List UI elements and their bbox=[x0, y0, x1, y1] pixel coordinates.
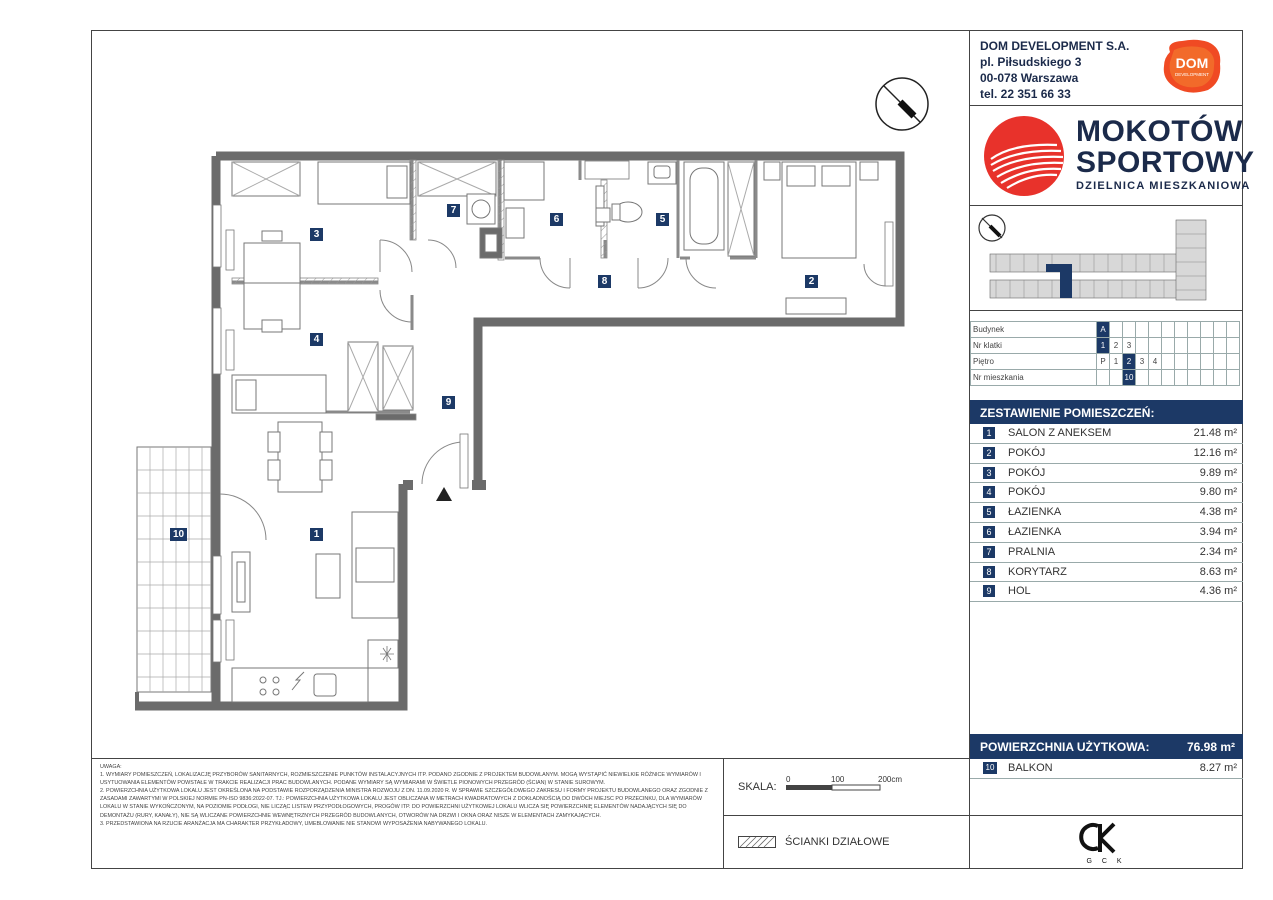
room-name: SALON Z ANEKSEM bbox=[1008, 427, 1112, 439]
scale-tick-200: 200cm bbox=[878, 775, 903, 784]
location-cell: P bbox=[1097, 354, 1110, 370]
location-cell bbox=[1201, 338, 1214, 354]
notes-item-3: 3. PRZEDSTAWIONA NA RZUCIE ARANŻACJA MA CHARAKTER PRZYKŁADOWY, UMEBLOWANIE NIE STANOWI WYPOSAŻENIA NABYWANEGO LOKALU. bbox=[100, 820, 487, 827]
room-num: 8 bbox=[983, 566, 995, 578]
scale-bar bbox=[786, 784, 882, 792]
location-cell bbox=[1227, 354, 1240, 370]
room-num: 7 bbox=[983, 546, 995, 558]
plan-label-5: 5 bbox=[656, 213, 669, 226]
location-cell: 1 bbox=[1097, 338, 1110, 354]
plan-label-7: 7 bbox=[447, 204, 460, 217]
key-plan bbox=[976, 212, 1238, 306]
location-row-label: Budynek bbox=[971, 322, 1097, 338]
notes-item-2: 2. POWIERZCHNIA UŻYTKOWA LOKALU JEST OKREŚLONA NA PODSTAWIE ROZPORZĄDZENIA MINISTRA ROZWOJU Z DN. 11.09.2020 R. W SPRAWIE SZCZEGÓŁOWEGO ZAKRESU I FORMY PROJEKTU BUDOWLANEGO ORAZ ZGODNIE Z ZASADAMI ZAWARTYMI W POLSKIEJ NORMIE PN-ISO 9836:2022-07. TJ.: POWIERZCHNIA UŻYTKOWA LOKALU JEST OBLICZANA W METRACH KWADRATOWYCH Z DOKŁADNOŚCIĄ DO DWÓCH MIEJSC PO PRZECINKU, DLA WYMIARÓW LOKALU W STANIE WYKOŃCZONYM, NA POZIOMIE PODŁOGI, NIE LICZĄC LISTEW PRZYPODŁOGOWYCH, PROGÓW ITP. DO POWIERZCHNI UŻYTKOWEJ LOKALU WLICZA SIĘ POWIERZCHNIĘ ELEMENTÓW NADAJĄCYCH SIĘ DO DEMONTAŻU (RURY, KANAŁY), NIE SĄ WLICZANE POWIERZCHNIE WEWNĘTRZNYCH PRZEGRÓD BUDOWLANYCH, OTWORÓW NA DRZWI I OKNA ORAZ NISZE W ELEMENTACH ZAMYKAJĄCYCH. bbox=[100, 788, 708, 819]
brand-line1: MOKOTÓW bbox=[1076, 115, 1243, 148]
balcony-area bbox=[137, 447, 211, 692]
notes-item-1: 1. WYMIARY POMIESZCZEŃ, LOKALIZACJĘ PRZYBORÓW SANITARNYCH, ROZMIESZCZENIE PUNKTÓW INSTALACYJNYCH ITP. PODANO ZGODNIE Z PROJEKTEM BUDOWLANYM. MOGĄ WYSTĄPIĆ NIEWIELKIE RÓŻNICE WYMIARÓW I USYTUOWANIA ELEMENTÓW POWSTAŁE W TRAKCIE REALIZACJI PRAC BUDOWLANYCH. PODANE WYMIARY SĄ WYMIARAMI W ŚWIETLE PIONOWYCH PRZEGRÓD (ŚCIAN) W STANIE SUROWYM. bbox=[100, 772, 701, 787]
location-cell bbox=[1175, 354, 1188, 370]
location-cell bbox=[1097, 370, 1110, 386]
room-row bbox=[970, 444, 1243, 464]
room-num: 9 bbox=[983, 585, 995, 597]
room-row bbox=[970, 503, 1243, 523]
location-cell bbox=[1136, 338, 1149, 354]
company-phone: tel. 22 351 66 33 bbox=[980, 87, 1071, 101]
notes-divider bbox=[723, 758, 724, 869]
room-num: 2 bbox=[983, 447, 995, 459]
room-num: 5 bbox=[983, 506, 995, 518]
location-cell bbox=[1201, 354, 1214, 370]
room-name: POKÓJ bbox=[1008, 466, 1046, 479]
gck-letters: G C K bbox=[1086, 858, 1126, 865]
location-cell bbox=[1214, 370, 1227, 386]
plan-label-8: 8 bbox=[598, 275, 611, 288]
location-cell: A bbox=[1097, 322, 1110, 338]
location-cell: 10 bbox=[1123, 370, 1136, 386]
location-cell bbox=[1110, 322, 1123, 338]
location-cell: 4 bbox=[1149, 354, 1162, 370]
location-cell: 2 bbox=[1110, 338, 1123, 354]
room-num: 4 bbox=[983, 486, 995, 498]
room-area: 3.94 m² bbox=[1199, 525, 1237, 538]
rooms-header: ZESTAWIENIE POMIESZCZEŃ: bbox=[970, 400, 1243, 424]
keyplan-compass-icon bbox=[979, 215, 1005, 241]
scale-legend-divider bbox=[723, 815, 969, 816]
location-cell bbox=[1214, 322, 1227, 338]
location-cell bbox=[1201, 322, 1214, 338]
location-cell bbox=[1110, 370, 1123, 386]
room-name: HOL bbox=[1008, 585, 1031, 598]
brand-subtitle: DZIELNICA MIESZKANIOWA bbox=[1076, 180, 1251, 192]
room-row bbox=[970, 483, 1243, 503]
notes bbox=[100, 763, 718, 828]
location-row bbox=[971, 370, 1240, 386]
gck-divider bbox=[969, 815, 1243, 816]
location-cell bbox=[1201, 370, 1214, 386]
location-cell bbox=[1188, 338, 1201, 354]
total-area-bar bbox=[970, 734, 1243, 759]
brand-title bbox=[1076, 116, 1254, 178]
location-row-label: Piętro bbox=[971, 354, 1097, 370]
room-name: POKÓJ bbox=[1008, 446, 1046, 459]
location-table bbox=[970, 321, 1240, 386]
balcony-area: 8.27 m² bbox=[1199, 762, 1237, 774]
room-row bbox=[970, 563, 1243, 583]
total-area-value: 76.98 m² bbox=[1186, 740, 1235, 754]
partition-wall-legend-icon bbox=[738, 836, 776, 848]
entrance-arrow-icon bbox=[436, 487, 452, 501]
room-area: 8.63 m² bbox=[1199, 565, 1237, 578]
room-name: KORYTARZ bbox=[1008, 565, 1067, 578]
room-row bbox=[970, 424, 1243, 444]
location-cell bbox=[1149, 322, 1162, 338]
keyplan-divider bbox=[969, 310, 1243, 311]
location-cell bbox=[1149, 370, 1162, 386]
company-address2: 00-078 Warszawa bbox=[980, 71, 1079, 85]
room-row bbox=[970, 523, 1243, 543]
balcony-num: 10 bbox=[983, 762, 997, 774]
balcony-name: BALKON bbox=[1008, 762, 1053, 774]
room-row bbox=[970, 464, 1243, 484]
room-name: POKÓJ bbox=[1008, 486, 1046, 499]
room-area: 4.38 m² bbox=[1199, 506, 1237, 519]
logo-text-top: DOM bbox=[1175, 55, 1209, 71]
plan-label-3: 3 bbox=[310, 228, 323, 241]
room-row bbox=[970, 582, 1243, 602]
location-row bbox=[971, 338, 1240, 354]
room-num: 1 bbox=[983, 427, 995, 439]
plan-label-6: 6 bbox=[550, 213, 563, 226]
location-cell: 3 bbox=[1123, 338, 1136, 354]
room-area: 9.80 m² bbox=[1199, 486, 1237, 499]
gck-logo bbox=[1076, 818, 1136, 866]
footer-divider bbox=[91, 758, 969, 759]
location-row-label: Nr klatki bbox=[971, 338, 1097, 354]
dom-development-logo bbox=[1160, 38, 1224, 94]
location-cell bbox=[1162, 370, 1175, 386]
location-cell bbox=[1175, 370, 1188, 386]
plan-label-4: 4 bbox=[310, 333, 323, 346]
location-row-label: Nr mieszkania bbox=[971, 370, 1097, 386]
location-cell: 2 bbox=[1123, 354, 1136, 370]
location-cell bbox=[1214, 338, 1227, 354]
location-cell bbox=[1227, 338, 1240, 354]
scale-label: SKALA: bbox=[738, 781, 777, 793]
location-cell bbox=[1136, 322, 1149, 338]
balcony-row bbox=[970, 759, 1243, 779]
room-name: ŁAZIENKA bbox=[1008, 525, 1062, 538]
room-num: 6 bbox=[983, 526, 995, 538]
scale-tick-100: 100 bbox=[831, 775, 845, 784]
plan-label-10: 10 bbox=[170, 528, 187, 541]
plan-label-2: 2 bbox=[805, 275, 818, 288]
location-cell bbox=[1227, 370, 1240, 386]
plan-label-1: 1 bbox=[310, 528, 323, 541]
room-area: 4.36 m² bbox=[1199, 585, 1237, 598]
legend-label: ŚCIANKI DZIAŁOWE bbox=[785, 836, 890, 848]
company-address1: pl. Piłsudskiego 3 bbox=[980, 55, 1082, 69]
location-cell bbox=[1188, 354, 1201, 370]
location-cell bbox=[1175, 322, 1188, 338]
keyplan-apartment-highlight bbox=[1060, 264, 1072, 298]
room-row bbox=[970, 543, 1243, 563]
location-cell bbox=[1162, 322, 1175, 338]
room-area: 2.34 m² bbox=[1199, 545, 1237, 558]
room-area: 12.16 m² bbox=[1193, 446, 1237, 459]
location-cell bbox=[1162, 354, 1175, 370]
location-row bbox=[971, 354, 1240, 370]
location-row bbox=[971, 322, 1240, 338]
rooms-list bbox=[970, 424, 1243, 602]
room-name: PRALNIA bbox=[1008, 545, 1056, 558]
notes-title: UWAGA: bbox=[100, 764, 122, 770]
company-info bbox=[980, 38, 1129, 102]
brand-divider bbox=[969, 205, 1243, 206]
room-name: ŁAZIENKA bbox=[1008, 506, 1062, 519]
location-cell bbox=[1188, 370, 1201, 386]
room-num: 3 bbox=[983, 467, 995, 479]
floor-plan bbox=[130, 150, 910, 715]
scale-tick-0: 0 bbox=[786, 775, 791, 784]
location-cell bbox=[1175, 338, 1188, 354]
location-cell bbox=[1162, 338, 1175, 354]
location-cell bbox=[1149, 338, 1162, 354]
company-name: DOM DEVELOPMENT S.A. bbox=[980, 39, 1130, 53]
location-cell bbox=[1214, 354, 1227, 370]
location-cell: 1 bbox=[1110, 354, 1123, 370]
mokotow-sportowy-logo-icon bbox=[983, 115, 1065, 197]
logo-text-bottom: DEVELOPMENT bbox=[1174, 72, 1210, 77]
total-area-label: POWIERZCHNIA UŻYTKOWA: bbox=[980, 740, 1150, 754]
location-cell bbox=[1227, 322, 1240, 338]
location-cell bbox=[1188, 322, 1201, 338]
location-cell: 3 bbox=[1136, 354, 1149, 370]
company-divider bbox=[969, 105, 1243, 106]
plan-label-9: 9 bbox=[442, 396, 455, 409]
room-area: 21.48 m² bbox=[1193, 427, 1237, 439]
location-cell bbox=[1123, 322, 1136, 338]
north-compass-icon bbox=[872, 74, 932, 134]
brand-line2: SPORTOWY bbox=[1076, 146, 1255, 179]
location-cell bbox=[1136, 370, 1149, 386]
room-area: 9.89 m² bbox=[1199, 466, 1237, 479]
